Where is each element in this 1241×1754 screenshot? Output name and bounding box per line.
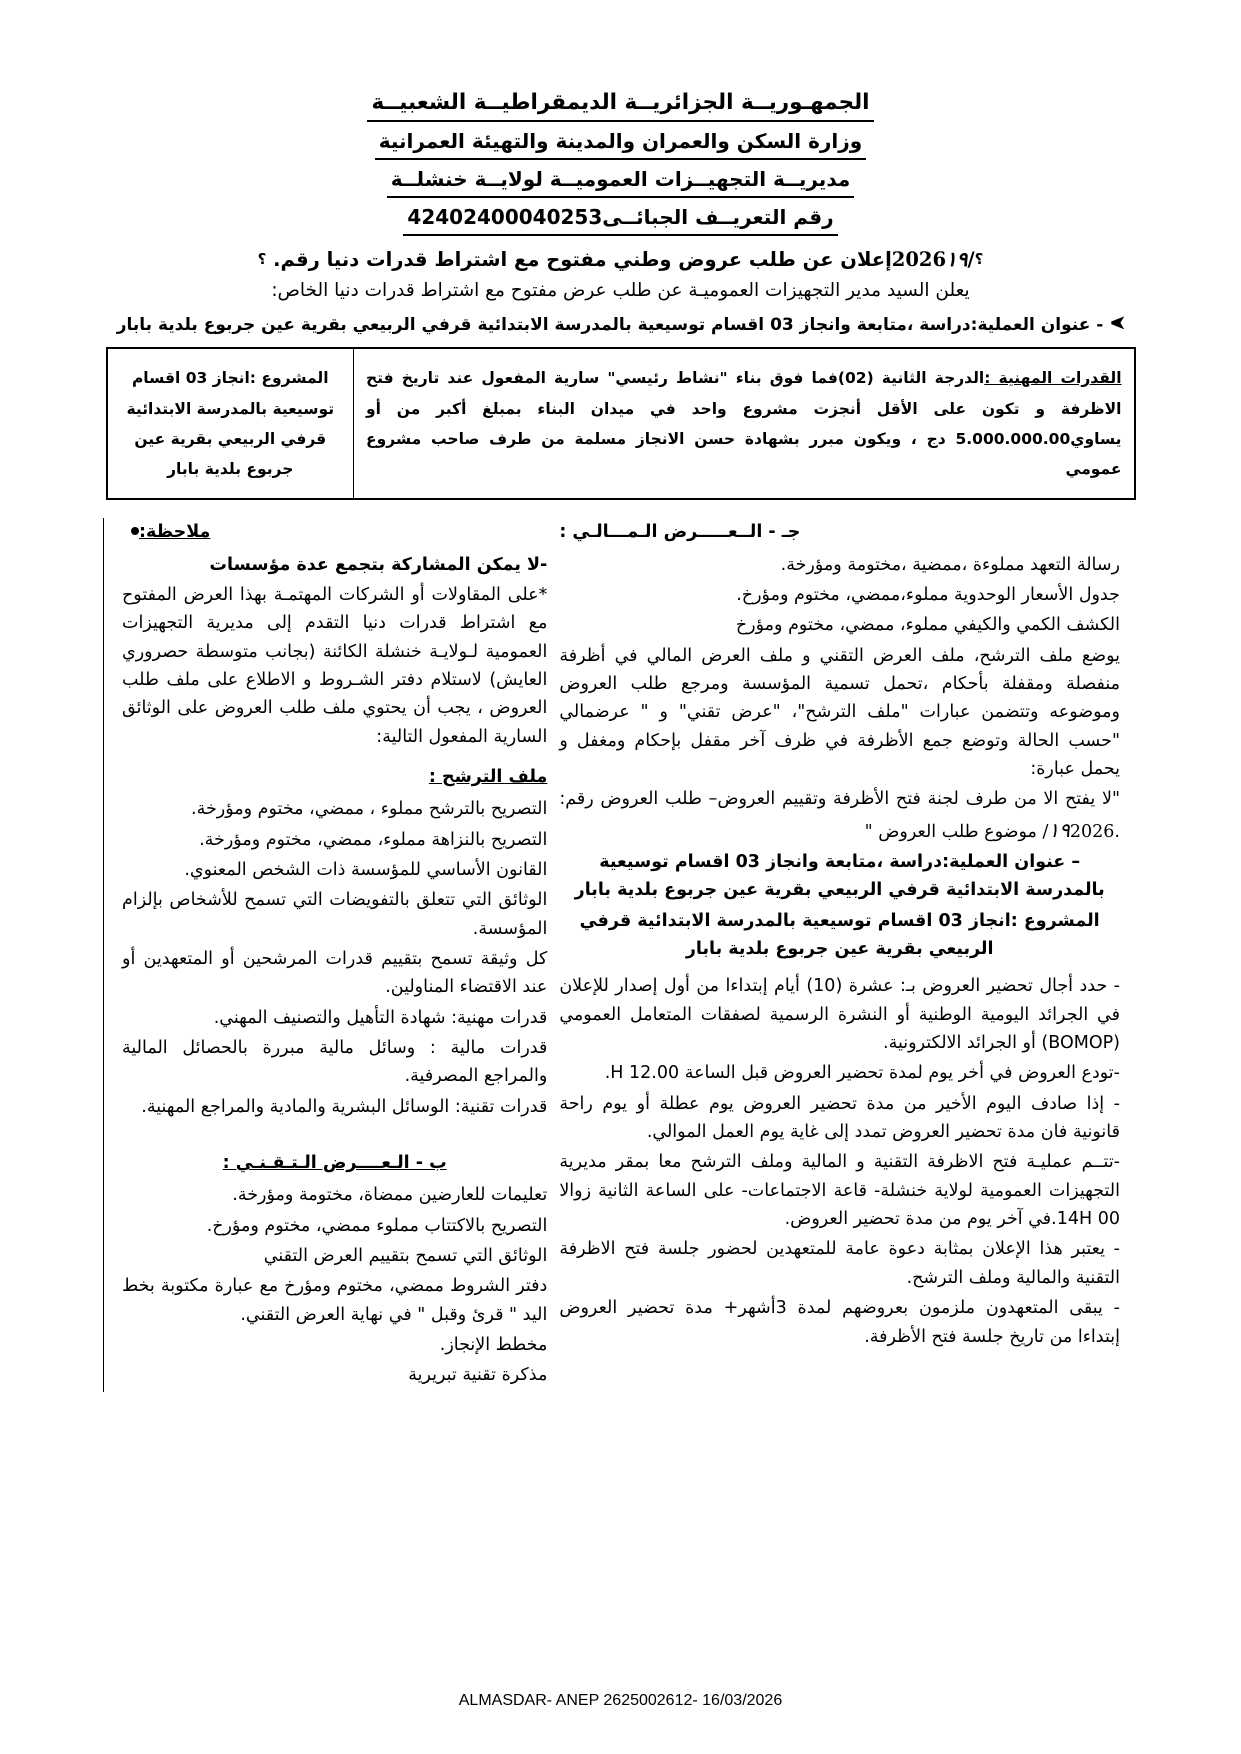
candidacy-file-heading: ملف الترشح : <box>428 766 548 787</box>
list-item: كل وثيقة تسمح بتقييم قدرات المرشحين أو المتعهدين أو عند الاقتضاء المناولين. <box>122 949 548 998</box>
list-item: قدرات مالية : وسائل مالية مبررة بالحصائل المالية والمراجع المصرفية. <box>122 1038 548 1087</box>
list-item: قدرات مهنية: شهادة التأهيل والتصنيف المهني. <box>213 1007 548 1028</box>
list-item: الكشف الكمي والكيفي مملوء، ممضي، مختوم ومؤرخ <box>735 615 1120 636</box>
arrow-bullet-icon <box>1111 316 1124 329</box>
operation-reference-2: المشروع :انجاز 03 اقسام توسيعية بالمدرسة الابتدائية قرفي الربيعي بقرية عين جربوع بلدية بابار <box>579 910 1100 960</box>
announcement-number-handwritten: ١٩ <box>946 247 968 272</box>
sealed-envelope-text <box>559 785 1120 846</box>
no-grouping-note: -لا يمكن المشاركة بتجمع عدة مؤسسات <box>209 554 548 575</box>
list-item: جدول الأسعار الوحدوية مملوء،ممضي، مختوم ومؤرخ. <box>736 584 1120 605</box>
project-cell <box>107 348 354 499</box>
note-title: ملاحظة: <box>139 522 211 543</box>
announcement-title: إعلان عن طلب عروض وطني مفتوح مع اشتراط قدرات دنيا رقم. <box>273 248 892 272</box>
offer-validity-paragraph: - يبقى المتعهدون ملزمون بعروضهم لمدة 3أشهر+ مدة تحضير العروض إبتداءا من تاريخ جلسة فتح الأظرفة. <box>559 1298 1120 1347</box>
capacity-label: القدرات المهنية : <box>984 369 1122 388</box>
header-line-directorate: مديريــة التجهيــزات العموميــة لولايــة خنشلــة <box>387 164 855 198</box>
list-item: مذكرة تقنية تبريرية <box>408 1365 548 1386</box>
decoration-left-glyph: ؟ <box>974 250 984 269</box>
list-item: الوثائق التي تتعلق بالتفويضات التي تسمح للأشخاص بإلزام المؤسسة. <box>122 890 548 939</box>
header-line-republic: الجمهـوريــة الجزائريــة الديمقراطيــة الشعبيــة <box>367 86 873 122</box>
deadline-paragraph: - حدد أجال تحضير العروض بـ: عشرة (10) أيام إبتداءا من أول إصدار للإعلان في الجرائد اليومية الوطنية أو النشرة الرسمية لصفقات المتعامل العمومي (BOMOP) أو الجرائد الالكترونية. <box>559 976 1120 1054</box>
list-item: مخطط الإنجاز. <box>439 1335 548 1356</box>
list-item: رسالة التعهد مملوءة ،ممضية ،مختومة ومؤرخة. <box>780 554 1120 575</box>
bullet-dot-icon <box>131 527 139 535</box>
header-line-tax-id: رقم التعريــف الجبائــى42402400040253 <box>403 202 837 236</box>
note-body: *على المقاولات أو الشركات المهتمـة بهذا العرض المفتوح مع اشتراط قدرات دنيا التقدم إلى مديرية التجهيزات العمومية لـولايـة خنشلة الكائنة (بجانب متوسطة حصروري العايش) لاستلام دفتر الشـروط و الاطلاع على ملف طلب العروض ، يجب أن يحتوي ملف طلب العروض على الوثائق السارية المفعول التالية: <box>122 584 548 747</box>
technical-offer-heading: ب - الـعــــرض الـتـقـنـي : <box>222 1153 447 1174</box>
sealed-envelope-suffix: 2026/ موضوع طلب العروض " <box>864 821 1115 842</box>
announcement-subtitle: يعلن السيد مدير التجهيزات العموميـة عن طلب عرض مفتوح مع اشتراط قدرات دنيا الخاص: <box>271 280 970 302</box>
note-and-files-column <box>103 518 553 1392</box>
announcement-year: /2026 <box>891 248 975 272</box>
project-text: انجاز 03 اقسام توسيعية بالمدرسة الابتدائية قرفي الربيعي بقرية عين جربوع بلدية بابار <box>126 369 335 478</box>
public-invitation-paragraph: - يعتبر هذا الإعلان بمثابة دعوة عامة للمتعهدين لحضور جلسة فتح الاظرفة التقنية والمالية وملف الترشح. <box>559 1239 1120 1288</box>
operation-title-text: - عنوان العملية:دراسة ،متابعة وانجاز 03 اقسام توسيعية بالمدرسة الابتدائية قرفي الربيعي بقرية عين جربوع بلدية بابار <box>116 315 1104 336</box>
financial-offer-heading: جـ - الــعـــــرض الـمـــالـي : <box>559 522 801 543</box>
holiday-extension-paragraph: - إذا صادف اليوم الأخير من مدة تحضير العروض يوم عطلة أو يوم راحة قانونية فان مدة تحضير العروض تمدد إلى غاية يوم العمل الموالي. <box>559 1093 1120 1143</box>
capacity-cell <box>354 348 1135 499</box>
sealed-envelope-prefix: "لا يفتح الا من طرف لجنة فتح الأظرفة وتقييم العروض– طلب العروض رقم: . <box>559 789 1120 842</box>
operation-title-line <box>0 315 1241 335</box>
list-item: دفتر الشروط ممضي، مختوم ومؤرخ مع عبارة مكتوبة بخط اليد " قرئ وقبل " في نهاية العرض التقني. <box>122 1276 548 1325</box>
list-item: تعليمات للعارضين ممضاة، مختومة ومؤرخة. <box>232 1185 548 1206</box>
footer-reference: ALMASDAR- ANEP 2625002612- 16/03/2026 <box>458 1692 783 1709</box>
two-column-body <box>103 518 1138 1392</box>
list-item: قدرات تقنية: الوسائل البشرية والمادية والمراجع المهنية. <box>141 1096 548 1117</box>
operation-reference-1: – عنوان العملية:دراسة ،متابعة وانجاز 03 اقسام توسيعية بالمدرسة الابتدائية قرفي الربيعي بقرية عين جربوع بلدية بابار <box>574 852 1105 901</box>
list-item: التصريح بالاكتتاب مملوء ممضي، مختوم ومؤرخ. <box>206 1215 548 1236</box>
note-heading <box>122 518 547 546</box>
list-item: التصريح بالنزاهة مملوء، ممضي، مختوم ومؤرخة. <box>199 829 548 850</box>
envelope-instructions: يوضع ملف الترشح، ملف العرض التقني و ملف العرض المالي في أظرفة منفصلة ومقفلة بأحكام ،تحمل تسمية المؤسسة ومرجع طلب العروض وموضوعه وتتضمن عبارات "ملف الترشح"، "عرض تقني" و " عرضمالي "حسب الحالة وتوضع جمع الأظرفة في ظرف آخر مقفل بإحكام ومغفل و يحمل عبارة: <box>559 645 1120 779</box>
list-item: التصريح بالترشح مملوء ، ممضي، مختوم ومؤرخة. <box>191 799 548 820</box>
envelope-opening-paragraph: -تتــم عمليـة فتح الاظرفة التقنية و المالية وملف الترشح معا بمقر مديرية التجهيزات العمومية لولاية خنشلة- قاعة الاجتماعات- على الساعة الثانية زوالا 14H 00.في آخر يوم من مدة تحضير العروض. <box>559 1152 1120 1230</box>
financial-offer-column <box>553 518 1138 1392</box>
document-header <box>0 86 1241 240</box>
list-item: الوثائق التي تسمح بتقييم العرض التقني <box>263 1246 548 1267</box>
announcement-title-row <box>0 247 1241 271</box>
submission-time-paragraph: -تودع العروض في أخر يوم لمدة تحضير العروض قبل الساعة H 12.00. <box>604 1063 1120 1084</box>
decoration-right-glyph: ؟ <box>257 250 267 269</box>
sealed-envelope-number: ١٩ <box>1048 817 1070 842</box>
capacity-text: الدرجة الثانية (02)فما فوق بناء "نشاط رئيسي" سارية المفعول عند تاريخ فتح الاظرفة و تكون على الأقل أنجزت مشروع واحد في ميدان البناء بمبلغ أكبر من أو يساوي5.000.000.00 دج ، ويكون مبرر بشهادة حسن الانجاز مسلمة من طرف صاحب مشروع عمومي <box>366 369 1122 478</box>
list-item: القانون الأساسي للمؤسسة ذات الشخص المعنوي. <box>184 859 548 880</box>
project-label: المشروع : <box>249 369 329 388</box>
table-row <box>107 348 1135 499</box>
header-line-ministry: وزارة السكن والعمران والمدينة والتهيئة العمرانية <box>375 126 867 160</box>
capacity-project-table <box>106 347 1136 500</box>
